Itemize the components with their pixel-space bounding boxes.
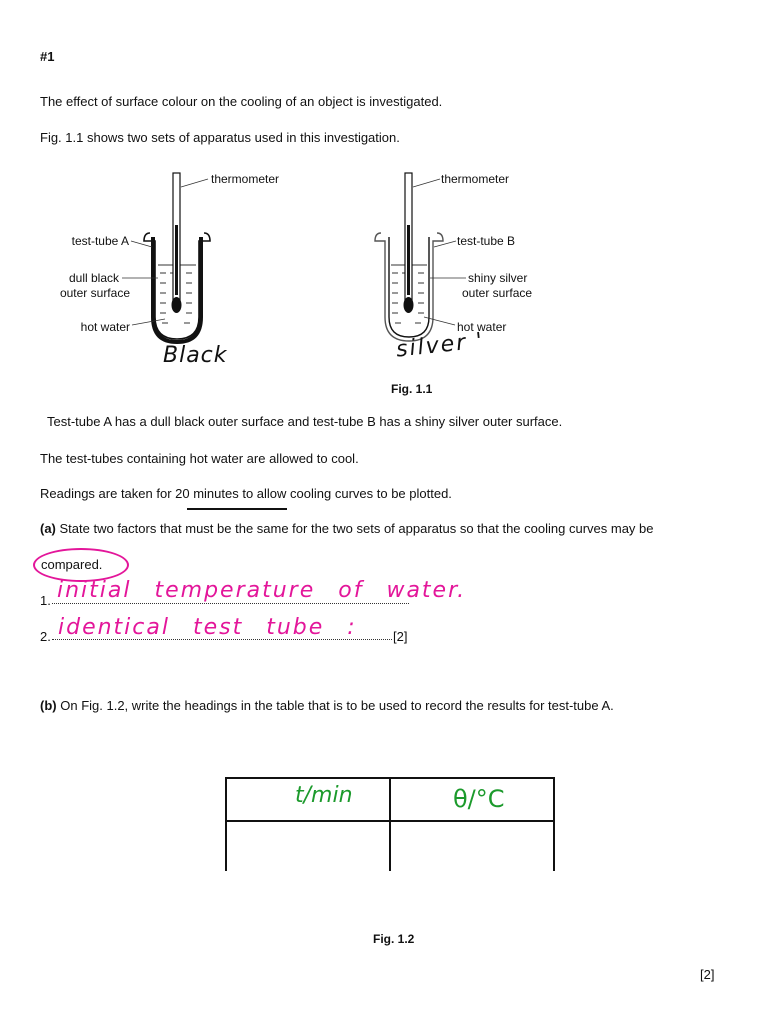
label-thermometer-b: thermometer [441,172,510,186]
part-a-label: (a) [40,521,56,536]
intro-text: The effect of surface colour on the cooling of an object is investigated. [40,94,443,109]
description-3: Readings are taken for 20 minutes to allow cooling curves to be plotted. [40,486,452,501]
label-water-a: hot water [80,320,130,334]
description-2: The test-tubes containing hot water are allowed to cool. [40,451,359,466]
apparatus-a [60,172,279,342]
question-number: #1 [40,49,55,64]
label-tube-b: test-tube B [457,234,516,248]
table-header-temperature: θ/°C [453,785,505,813]
figure-1-1 [0,165,768,405]
table-border-center [389,777,391,871]
label-surface-a-1: dull black [68,271,119,285]
part-b-label: (b) [40,698,57,713]
label-surface-a-2: outer surface [59,286,130,300]
part-a-question [40,521,654,537]
part-a-question-cont: compared. [41,557,103,572]
answer-1-handwritten: initial temperature of water. [57,578,467,603]
label-tube-a: test-tube A [71,234,129,248]
table-border-right [553,777,555,871]
answer-1-dotted-line [52,603,409,604]
fig-1-1-caption: Fig. 1.1 [391,382,433,396]
label-water-b: hot water [457,320,507,334]
handwritten-silver: silver ' [394,328,486,363]
answer-1-number: 1. [40,593,51,608]
part-b-text: On Fig. 1.2, write the headings in the table that is to be used to record the results for test-tube A. [60,698,614,713]
handwritten-underline [187,508,287,510]
part-a-text: State two factors that must be the same for the two sets of apparatus so that the cooling curves may be [59,521,654,536]
apparatus-b [375,172,532,341]
table-header-time: t/min [295,783,353,808]
handwritten-black: Black [163,343,228,368]
part-b-marks: [2] [700,967,715,982]
label-thermometer-a: thermometer [211,172,280,186]
fig-1-2-caption: Fig. 1.2 [373,932,415,946]
fig-intro-text: Fig. 1.1 shows two sets of apparatus used in this investigation. [40,130,400,145]
part-a-marks: [2] [393,629,408,644]
part-b-question [40,698,614,714]
label-surface-b-2: outer surface [462,286,533,300]
label-surface-b-1: shiny silver [468,271,528,285]
results-table [225,777,555,871]
table-border-left [225,777,227,871]
answer-2-handwritten: identical test tube : [58,615,357,640]
answer-2-number: 2. [40,629,51,644]
description-1: Test-tube A has a dull black outer surface and test-tube B has a shiny silver outer surface. [47,414,563,429]
handwritten-circle [33,548,129,582]
